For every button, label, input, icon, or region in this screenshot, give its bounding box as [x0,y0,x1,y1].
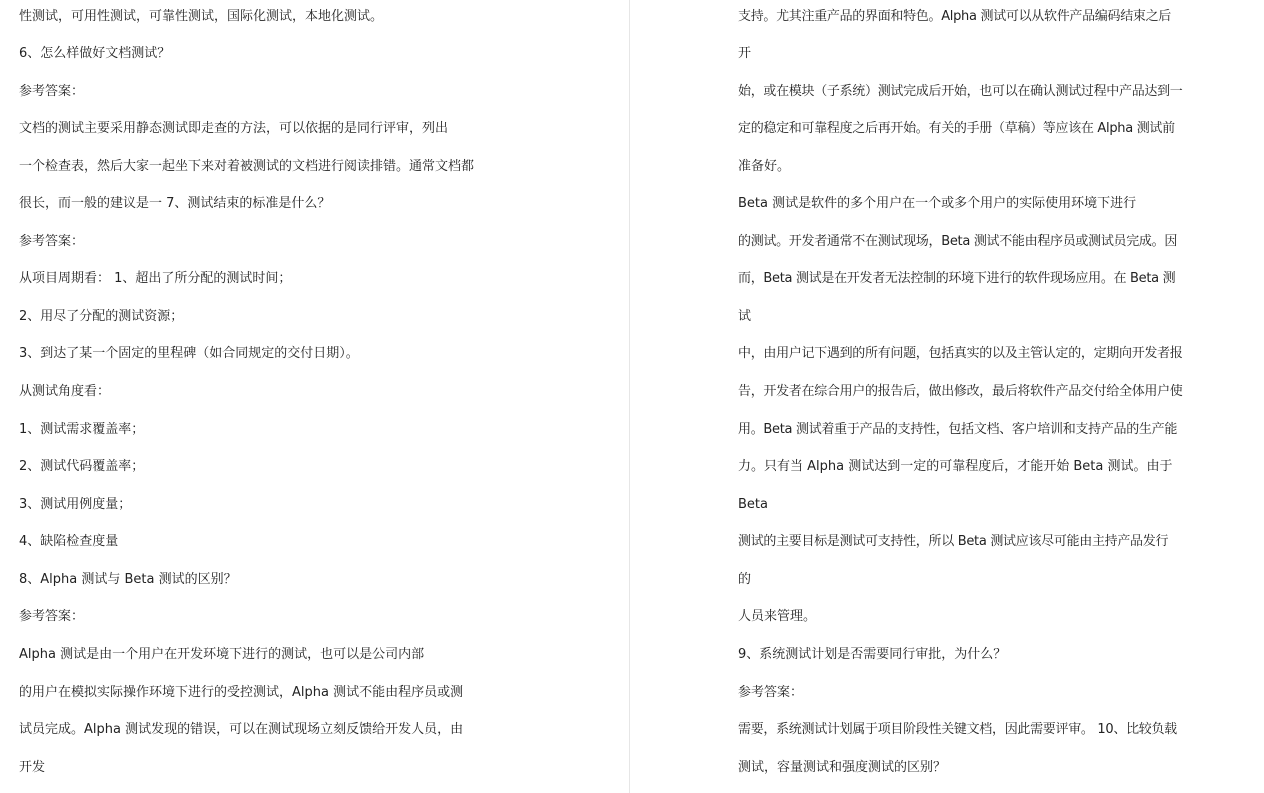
left-line-20: 试员完成。Alpha 测试发现的错误，可以在测试现场立刻反馈给开发人员，由 [19,722,464,737]
left-line-13: 2、测试代码覆盖率； [19,459,145,474]
left-line-15: 4、缺陷检查度量 [19,534,119,549]
left-line-19: 的用户在模拟实际操作环境下进行的受控测试，Alpha 测试不能由程序员或测 [19,685,464,700]
left-line-5: 一个检查表，然后大家一起坐下来对着被测试的文档进行阅读排错。通常文档都 [19,159,475,174]
right-line-5: 准备好。 [738,159,791,174]
right-line-19: 参考答案： [738,685,804,700]
left-line-10: 3、到达了某一个固定的里程碑（如合同规定的交付日期）。 [19,346,359,361]
right-line-21: 测试，容量测试和强度测试的区别？ [738,760,947,775]
right-line-18: 9、系统测试计划是否需要同行审批，为什么？ [738,647,1007,662]
right-page [632,0,1264,793]
left-line-11: 从测试角度看： [19,384,111,399]
left-line-3: 参考答案： [19,84,85,99]
right-line-17: 人员来管理。 [738,609,817,624]
right-line-7: 的测试。开发者通常不在测试现场，Beta 测试不能由程序员或测试员完成。因 [738,234,1178,249]
left-line-8: 从项目周期看： 1、超出了所分配的测试时间； [19,271,292,286]
right-line-4: 定的稳定和可靠程度之后再开始。有关的手册（草稿）等应该在 Alpha 测试前 [738,121,1175,136]
left-line-4: 文档的测试主要采用静态测试即走查的方法，可以依据的是同行评审，列出 [19,121,449,136]
right-line-1: 支持。尤其注重产品的界面和特色。Alpha 测试可以从软件产品编码结束之后 [738,9,1171,24]
right-line-2: 开 [738,46,752,61]
left-line-9: 2、用尽了分配的测试资源； [19,309,184,324]
left-page [0,0,628,793]
right-line-16: 的 [738,572,752,587]
left-line-21: 开发 [19,760,46,775]
page-divider [629,0,630,793]
left-line-12: 1、测试需求覆盖率； [19,422,145,437]
right-line-3: 始，或在模块（子系统）测试完成后开始，也可以在确认测试过程中产品达到一 [738,84,1183,99]
left-line-18: Alpha 测试是由一个用户在开发环境下进行的测试，也可以是公司内部 [19,647,425,662]
left-line-1: 性测试，可用性测试，可靠性测试，国际化测试，本地化测试。 [19,9,384,24]
right-line-12: 用。Beta 测试着重于产品的支持性，包括文档、客户培训和支持产品的生产能 [738,422,1178,437]
right-line-8: 而，Beta 测试是在开发者无法控制的环境下进行的软件现场应用。在 Beta 测 [738,271,1176,286]
right-line-14: Beta [738,497,768,512]
left-line-17: 参考答案： [19,609,85,624]
left-line-7: 参考答案： [19,234,85,249]
left-line-14: 3、测试用例度量； [19,497,132,512]
left-line-2: 6、怎么样做好文档测试？ [19,46,171,61]
right-line-20: 需要，系统测试计划属于项目阶段性关键文档，因此需要评审。 10、比较负载 [738,722,1177,737]
right-line-6: Beta 测试是软件的多个用户在一个或多个用户的实际使用环境下进行 [738,196,1137,211]
left-line-16: 8、Alpha 测试与 Beta 测试的区别？ [19,572,237,587]
right-line-11: 告，开发者在综合用户的报告后，做出修改，最后将软件产品交付给全体用户使 [738,384,1183,399]
right-line-10: 中，由用户记下遇到的所有问题，包括真实的以及主管认定的，定期向开发者报 [738,346,1183,361]
left-line-6: 很长，而一般的建议是一 7、测试结束的标准是什么？ [19,196,331,211]
right-line-9: 试 [738,309,752,324]
right-line-13: 力。只有当 Alpha 测试达到一定的可靠程度后，才能开始 Beta 测试。由于 [738,459,1173,474]
right-line-15: 测试的主要目标是测试可支持性，所以 Beta 测试应该尽可能由主持产品发行 [738,534,1169,549]
